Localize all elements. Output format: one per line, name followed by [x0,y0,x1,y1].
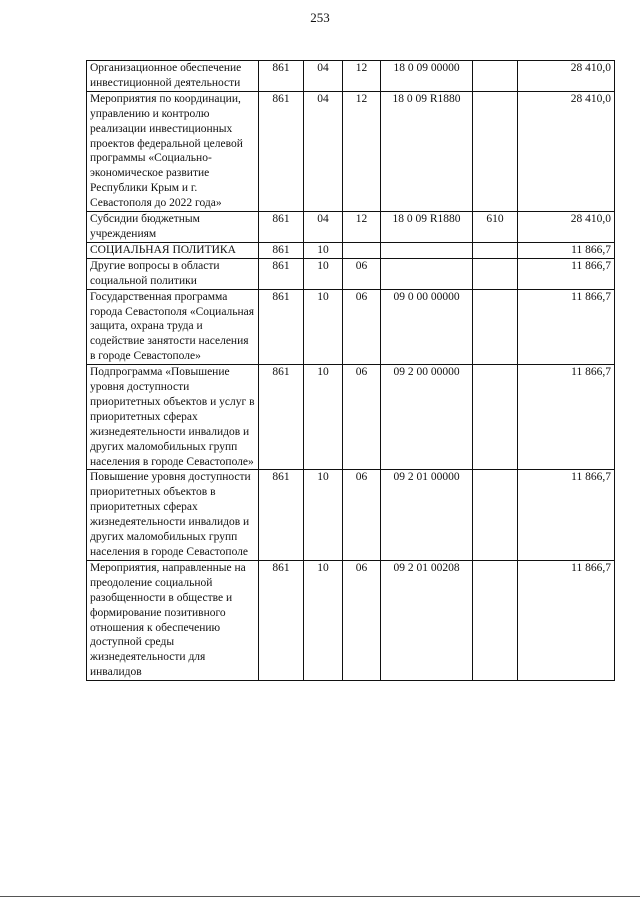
subsection-code-cell: 06 [343,289,381,365]
amount-cell: 11 866,7 [518,560,615,680]
target-article-cell: 18 0 09 00000 [381,61,473,92]
section-code-cell: 10 [304,242,343,258]
expense-type-cell [473,91,518,211]
table-row [87,470,615,560]
expense-type-cell [473,61,518,92]
expense-type-cell [473,560,518,680]
section-code-cell: 04 [304,91,343,211]
amount-cell: 28 410,0 [518,61,615,92]
table-body [87,61,615,681]
table-row [87,212,615,243]
bottom-rule [0,896,640,897]
subsection-code-cell: 06 [343,365,381,470]
target-article-cell: 09 2 01 00208 [381,560,473,680]
amount-cell: 11 866,7 [518,242,615,258]
target-article-cell: 18 0 09 R1880 [381,212,473,243]
subsection-code-cell: 06 [343,470,381,560]
ministry-code-cell: 861 [259,365,304,470]
ministry-code-cell: 861 [259,212,304,243]
subsection-code-cell: 06 [343,258,381,289]
ministry-code-cell: 861 [259,242,304,258]
row-name-cell: Другие вопросы в области социальной политики [87,258,259,289]
budget-table [86,60,615,681]
target-article-cell: 18 0 09 R1880 [381,91,473,211]
row-name-cell: Организационное обеспечение инвестиционной деятельности [87,61,259,92]
table-row [87,91,615,211]
row-name-cell: Мероприятия по координации, управлению и контролю реализации инвестиционных проектов федеральной целевой программы «Социально-экономическое развитие Республики Крым и г. Севастополя до 2022 года» [87,91,259,211]
table-row [87,258,615,289]
target-article-cell [381,242,473,258]
table-row [87,289,615,365]
amount-cell: 28 410,0 [518,91,615,211]
subsection-code-cell: 12 [343,91,381,211]
row-name-cell: СОЦИАЛЬНАЯ ПОЛИТИКА [87,242,259,258]
expense-type-cell [473,258,518,289]
row-name-cell: Государственная программа города Севастополя «Социальная защита, охрана труда и содействие занятости населения в городе Севастополе» [87,289,259,365]
target-article-cell: 09 0 00 00000 [381,289,473,365]
amount-cell: 11 866,7 [518,289,615,365]
table-row [87,61,615,92]
row-name-cell: Повышение уровня доступности приоритетных объектов в приоритетных сферах жизнедеятельности инвалидов и других маломобильных групп населения в городе Севастополе [87,470,259,560]
section-code-cell: 04 [304,61,343,92]
amount-cell: 11 866,7 [518,258,615,289]
section-code-cell: 10 [304,289,343,365]
ministry-code-cell: 861 [259,560,304,680]
expense-type-cell [473,289,518,365]
row-name-cell: Подпрограмма «Повышение уровня доступности приоритетных объектов и услуг в приоритетных сферах жизнедеятельности инвалидов и других маломобильных групп населения в городе Севастополе» [87,365,259,470]
table-row [87,560,615,680]
expense-type-cell [473,242,518,258]
expense-type-cell [473,365,518,470]
subsection-code-cell: 12 [343,212,381,243]
target-article-cell [381,258,473,289]
expense-type-cell: 610 [473,212,518,243]
section-code-cell: 10 [304,560,343,680]
ministry-code-cell: 861 [259,91,304,211]
table-row [87,242,615,258]
ministry-code-cell: 861 [259,289,304,365]
section-code-cell: 10 [304,365,343,470]
page-number: 253 [310,10,330,25]
subsection-code-cell: 12 [343,61,381,92]
target-article-cell: 09 2 00 00000 [381,365,473,470]
ministry-code-cell: 861 [259,61,304,92]
expense-type-cell [473,470,518,560]
ministry-code-cell: 861 [259,470,304,560]
section-code-cell: 10 [304,258,343,289]
table-row [87,365,615,470]
subsection-code-cell: 06 [343,560,381,680]
target-article-cell: 09 2 01 00000 [381,470,473,560]
subsection-code-cell [343,242,381,258]
amount-cell: 28 410,0 [518,212,615,243]
row-name-cell: Мероприятия, направленные на преодоление социальной разобщенности в обществе и формирование позитивного отношения к обеспечению доступной среды жизнедеятельности для инвалидов [87,560,259,680]
section-code-cell: 04 [304,212,343,243]
section-code-cell: 10 [304,470,343,560]
amount-cell: 11 866,7 [518,365,615,470]
row-name-cell: Субсидии бюджетным учреждениям [87,212,259,243]
ministry-code-cell: 861 [259,258,304,289]
amount-cell: 11 866,7 [518,470,615,560]
